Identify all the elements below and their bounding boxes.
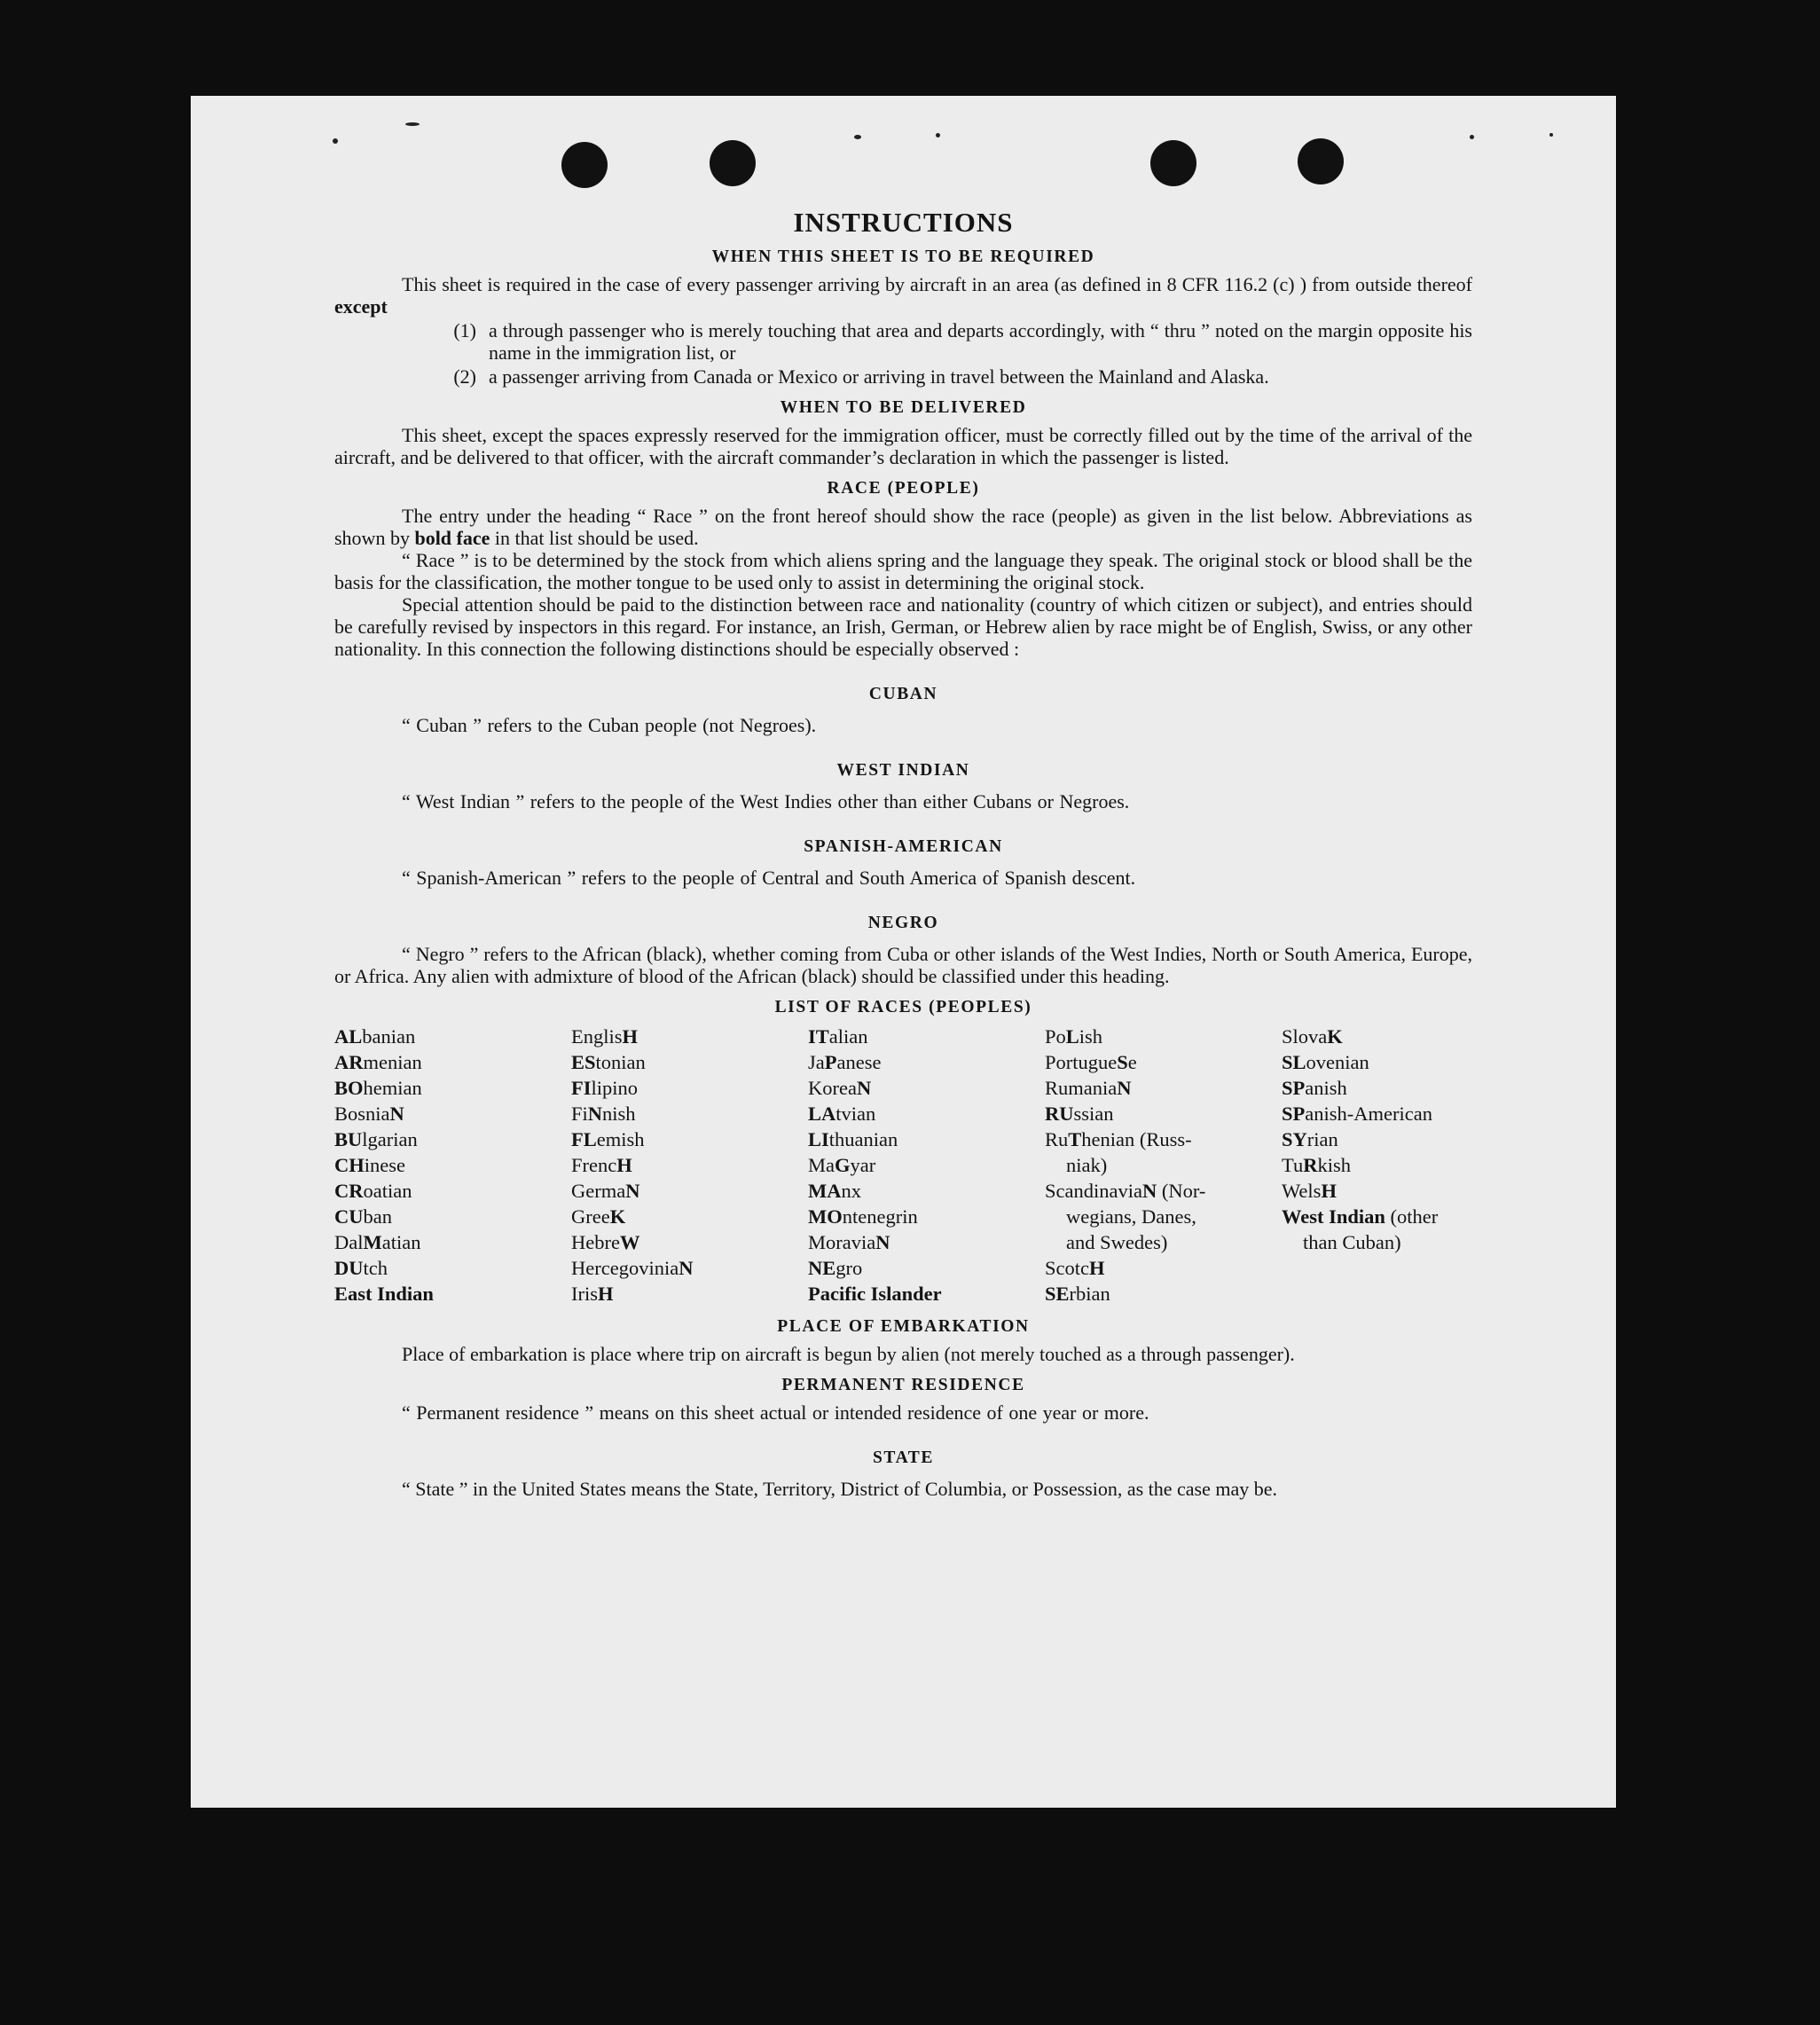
required-intro: This sheet is required in the case of every passenger arriving by aircraft in an area (as defined in 8 CFR 116.2 (c) ) from outside thereof except: [334, 273, 1472, 318]
race-entry: JaPanese: [808, 1051, 882, 1073]
race-entry: CUban: [334, 1205, 392, 1228]
heading-negro: NEGRO: [867, 914, 939, 932]
speck: [936, 133, 940, 137]
race-entry: MOntenegrin: [808, 1205, 918, 1228]
race-entry: ARmenian: [334, 1051, 422, 1073]
race-entry: BosniaN: [334, 1103, 404, 1125]
race-entry: SLovenian: [1282, 1051, 1369, 1073]
race-entry: IrisH: [571, 1283, 614, 1305]
cuban-text: “ Cuban ” refers to the Cuban people (not Negroes).: [402, 714, 817, 736]
race-entry: ScandinaviaN (Nor-: [1045, 1180, 1206, 1202]
race-entry: LIthuanian: [808, 1128, 898, 1150]
punch-hole: [561, 142, 608, 188]
race-entry: SErbian: [1045, 1283, 1110, 1305]
race-entry: FIlipino: [571, 1077, 639, 1099]
instructions-content: [334, 207, 1472, 1500]
race-entry: CRoatian: [334, 1180, 412, 1202]
speck: [854, 135, 861, 139]
race-entry: GreeK: [571, 1205, 626, 1228]
race-entry: than Cuban): [1303, 1231, 1401, 1253]
race-entry: ScotcH: [1045, 1257, 1105, 1279]
race-entry: ALbanian: [334, 1025, 416, 1048]
punch-hole: [1150, 140, 1196, 186]
embarkation-text: Place of embarkation is place where trip on aircraft is begun by alien (not merely touched as a through passenger).: [402, 1343, 1295, 1365]
race-entry: NEgro: [808, 1257, 863, 1279]
speck: [1549, 133, 1553, 137]
race-entry: TuRkish: [1282, 1154, 1351, 1176]
races-column: [808, 1024, 1045, 1307]
delivered-text: This sheet, except the spaces expressly reserved for the immigration officer, must be correctly filled out by the time of the arrival of the aircraft, and be delivered to that officer, with the aircraft commander’s declaration in which the passenger is listed.: [334, 424, 1472, 468]
races-list: [334, 1024, 1472, 1307]
heading-cuban: CUBAN: [868, 685, 938, 703]
page-title: INSTRUCTIONS: [793, 207, 1014, 238]
race-entry: SlovaK: [1282, 1025, 1343, 1048]
race-entry: GermaN: [571, 1180, 640, 1202]
spanish-american-text: “ Spanish-American ” refers to the people of Central and South America of Spanish descent.: [402, 867, 1136, 889]
race-entry: RuThenian (Russ-: [1045, 1128, 1192, 1150]
punch-hole: [710, 140, 756, 186]
race-entry: HercegoviniaN: [571, 1257, 694, 1279]
heading-state: STATE: [872, 1448, 935, 1467]
race-entry: BUlgarian: [334, 1128, 418, 1150]
race-entry: MAnx: [808, 1180, 861, 1202]
races-column: [571, 1024, 808, 1307]
race-entry: DalMatian: [334, 1231, 421, 1253]
race-entry: PoLish: [1045, 1025, 1103, 1048]
negro-text: “ Negro ” refers to the African (black), whether coming from Cuba or other islands of the West Indies, North or South America, Europe, or Africa. Any alien with admixture of blood of the African (black) should be classified under this heading.: [334, 943, 1472, 987]
heading-embarkation: PLACE OF EMBARKATION: [777, 1317, 1030, 1336]
race-entry: and Swedes): [1066, 1231, 1168, 1253]
race-entry: SYrian: [1282, 1128, 1338, 1150]
heading-required: WHEN THIS SHEET IS TO BE REQUIRED: [711, 247, 1095, 266]
race-entry: CHinese: [334, 1154, 405, 1176]
races-column: [1282, 1024, 1518, 1307]
race-entry: PortugueSe: [1045, 1051, 1137, 1073]
document-page: [191, 96, 1616, 1808]
heading-residence: PERMANENT RESIDENCE: [781, 1376, 1025, 1394]
race-entry: DUtch: [334, 1257, 388, 1279]
race-entry: EnglisH: [571, 1025, 639, 1048]
race-paragraph-3: Special attention should be paid to the distinction between race and nationality (country of which citizen or subject), and entries should be carefully revised by inspectors in this regard. For instance, an Irish, German, or Hebrew alien by race might be of English, Swiss, or any other nationality. In this connection the following distinctions should be especially observed :: [334, 593, 1472, 660]
heading-west-indian: WEST INDIAN: [836, 761, 970, 780]
race-entry: RUssian: [1045, 1103, 1114, 1125]
race-entry: EStonian: [571, 1051, 646, 1073]
race-entry: SPanish: [1282, 1077, 1347, 1099]
race-entry: MoraviaN: [808, 1231, 890, 1253]
race-entry: RumaniaN: [1045, 1077, 1132, 1099]
race-entry: WelsH: [1282, 1180, 1337, 1202]
race-paragraph-2: “ Race ” is to be determined by the stock from which aliens spring and the language they speak. The original stock or blood shall be the basis for the classification, the mother tongue to be used only to assist in determining the original stock.: [334, 549, 1472, 593]
race-entry: FiNnish: [571, 1103, 636, 1125]
residence-text: “ Permanent residence ” means on this sheet actual or intended residence of one year or more.: [402, 1401, 1149, 1424]
races-column: [334, 1024, 571, 1307]
required-item-2: (2) a passenger arriving from Canada or Mexico or arriving in travel between the Mainland and Alaska.: [453, 365, 1269, 388]
state-text: “ State ” in the United States means the State, Territory, District of Columbia, or Possession, as the case may be.: [402, 1478, 1278, 1500]
race-entry: West Indian (other: [1282, 1205, 1439, 1228]
race-paragraph-1: The entry under the heading “ Race ” on the front hereof should show the race (people) as given in the list below. Abbreviations as shown by bold face in that list should be used.: [334, 505, 1472, 549]
speck: [405, 122, 420, 126]
race-entry: wegians, Danes,: [1066, 1205, 1196, 1228]
heading-delivered: WHEN TO BE DELIVERED: [780, 398, 1027, 417]
west-indian-text: “ West Indian ” refers to the people of the West Indies other than either Cubans or Negroes.: [402, 790, 1130, 812]
race-entry: Pacific Islander: [808, 1283, 942, 1305]
race-entry: FLemish: [571, 1128, 645, 1150]
heading-races-list: LIST OF RACES (PEOPLES): [774, 998, 1032, 1016]
required-item-1: (1) a through passenger who is merely touching that area and departs accordingly, with “ thru ” noted on the margin opposite his name in the immigration list, or: [453, 319, 1472, 364]
race-entry: KoreaN: [808, 1077, 872, 1099]
race-entry: ITalian: [808, 1025, 868, 1048]
punch-hole: [1298, 138, 1344, 184]
races-column: [1045, 1024, 1282, 1307]
race-entry: SPanish-American: [1282, 1103, 1432, 1125]
race-entry: niak): [1066, 1154, 1108, 1176]
race-entry: East Indian: [334, 1283, 434, 1305]
race-entry: BOhemian: [334, 1077, 422, 1099]
race-entry: MaGyar: [808, 1154, 876, 1176]
speck: [1470, 135, 1474, 139]
heading-spanish-american: SPANISH-AMERICAN: [804, 837, 1003, 856]
race-entry: LAtvian: [808, 1103, 876, 1125]
speck: [333, 138, 338, 144]
race-entry: FrencH: [571, 1154, 632, 1176]
race-entry: HebreW: [571, 1231, 640, 1253]
heading-race: RACE (PEOPLE): [827, 479, 980, 498]
